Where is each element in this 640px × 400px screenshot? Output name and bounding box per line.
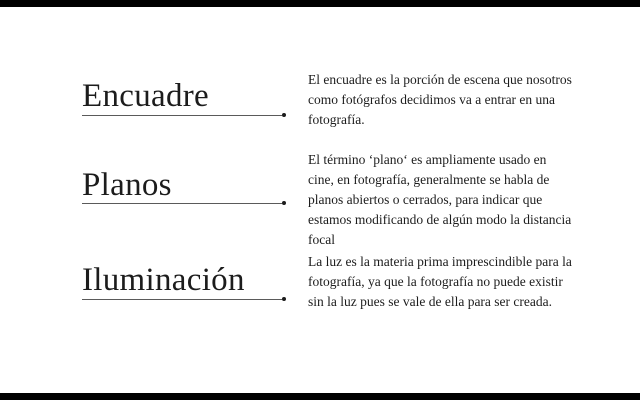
divider-line [82, 115, 282, 116]
slide [0, 7, 640, 393]
divider-line [82, 203, 282, 204]
term-description: El término ‘plano‘ es ampliamente usado en cine, en fotografía, generalmente se habla de planos abiertos o cerrados, para indicar que estamos modificando de algún modo la distancia focal [308, 152, 572, 247]
divider-dot [282, 201, 286, 205]
divider-dot [282, 297, 286, 301]
divider-dot [282, 113, 286, 117]
term-heading: Planos [82, 167, 172, 203]
term-description: El encuadre es la porción de escena que nosotros como fotógrafos decidimos va a entrar en una fotografía. [308, 72, 572, 127]
term-heading: Encuadre [82, 78, 209, 114]
term-description: La luz es la materia prima imprescindible para la fotografía, ya que la fotografía no puede existir sin la luz pues se vale de ella para ser creada. [308, 254, 572, 309]
divider-line [82, 299, 282, 300]
term-heading: Iluminación [82, 262, 245, 298]
